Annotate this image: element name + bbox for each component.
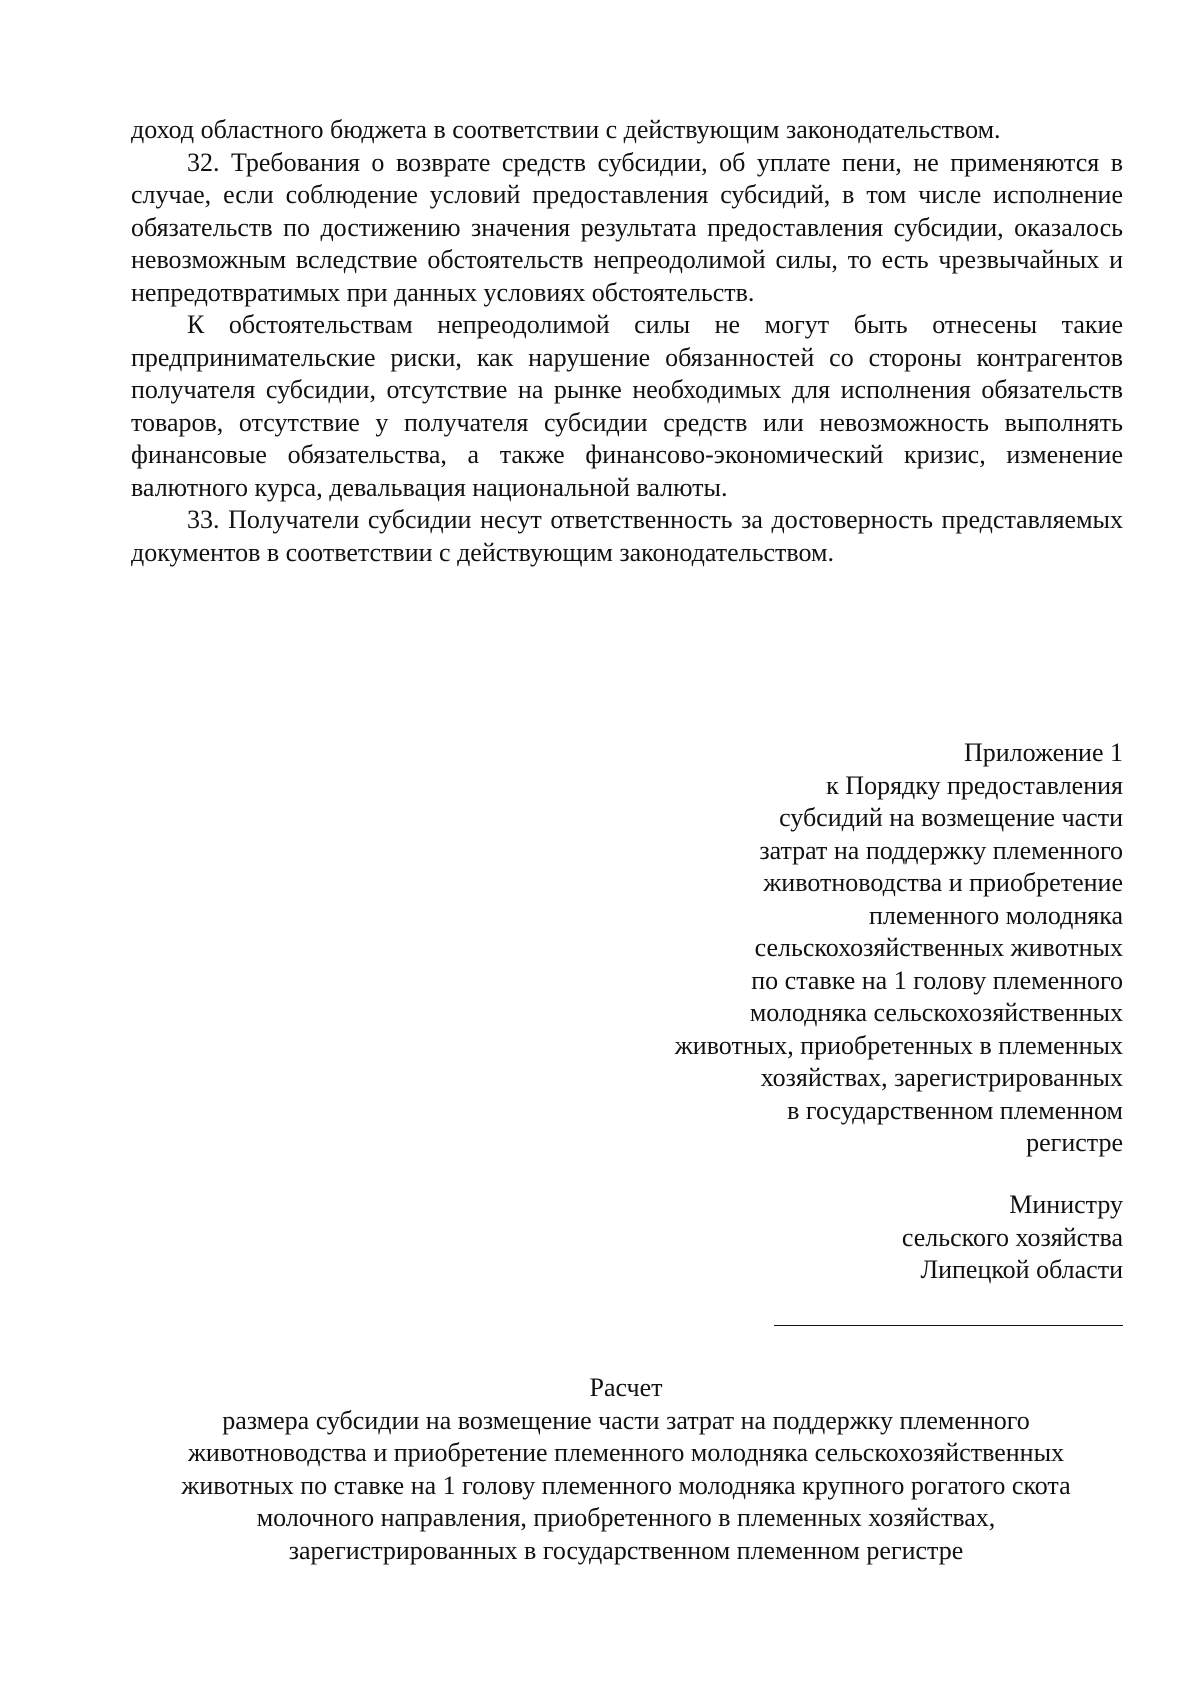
calculation-subtitle-line: размера субсидии на возмещение части затрат на поддержку племенного: [222, 1405, 1030, 1435]
addressee-line: Липецкой области: [920, 1255, 1123, 1284]
addressee-line: Министру: [1009, 1190, 1123, 1219]
appendix-line: в государственном племенном: [787, 1095, 1123, 1125]
calculation-subtitle-line: животноводства и приобретение племенного молодняка сельскохозяйственных: [187, 1438, 1065, 1467]
calculation-subtitle-line: животных по ставке на 1 голову племенного молодняка крупного рогатого скота: [181, 1470, 1071, 1500]
appendix-line: по ставке на 1 голову племенного: [751, 965, 1123, 995]
appendix-line: сельскохозяйственных животных: [754, 933, 1123, 962]
sender-blank-line: [774, 1325, 1123, 1326]
appendix-header: [563, 737, 1123, 1160]
appendix-line: регистре: [1026, 1128, 1123, 1157]
appendix-line: затрат на поддержку племенного: [759, 835, 1123, 865]
addressee-line: сельского хозяйства: [901, 1222, 1123, 1252]
appendix-line: к Порядку предоставления: [826, 770, 1123, 800]
appendix-line: Приложение 1: [963, 738, 1123, 767]
calculation-subtitle-line: зарегистрированных в государственном племенном регистре: [288, 1535, 964, 1565]
paragraph-33: 33. Получатели субсидии несут ответственность за достоверность представляемых документов в соответствии с действующим законодательством.: [131, 505, 1123, 567]
calculation-heading: Расчет: [589, 1373, 663, 1402]
appendix-line: молодняка сельскохозяйственных: [749, 998, 1123, 1027]
appendix-line: животных, приобретенных в племенных: [674, 1030, 1123, 1060]
appendix-line: животноводства и приобретение: [763, 868, 1123, 897]
appendix-line: субсидий на возмещение части: [779, 803, 1123, 832]
appendix-line: хозяйствах, зарегистрированных: [760, 1063, 1123, 1092]
paragraph-force-majeure: К обстоятельствам непреодолимой силы не могут быть отнесены такие предпринимательские риски, как нарушение обязанностей со стороны контрагентов получателя субсидии, отсутствие на рынке необходимых для исполнения обязательств товаров, отсутствие у получателя субсидии средств или невозможность выполнять финансовые обязательства, а также финансово-экономический кризис, изменение валютного курса, девальвация национальной валюты.: [131, 310, 1123, 502]
paragraph-continuation: доход областного бюджета в соответствии с действующим законодательством.: [131, 115, 1001, 144]
addressee-block: [563, 1189, 1123, 1287]
paragraph-32: 32. Требования о возврате средств субсидии, об уплате пени, не применяются в случае, если соблюдение условий предоставления субсидий, в том числе исполнение обязательств по достижению значения результата предоставления субсидии, оказалось невозможным вследствие обстоятельств непреодолимой силы, то есть чрезвычайных и непредотвратимых при данных условиях обстоятельств.: [131, 147, 1123, 307]
calculation-subtitle-line: молочного направления, приобретенного в племенных хозяйствах,: [256, 1503, 996, 1532]
calculation-title: [100, 1372, 1152, 1567]
appendix-line: племенного молодняка: [869, 900, 1123, 930]
regulation-text: [131, 114, 1123, 569]
